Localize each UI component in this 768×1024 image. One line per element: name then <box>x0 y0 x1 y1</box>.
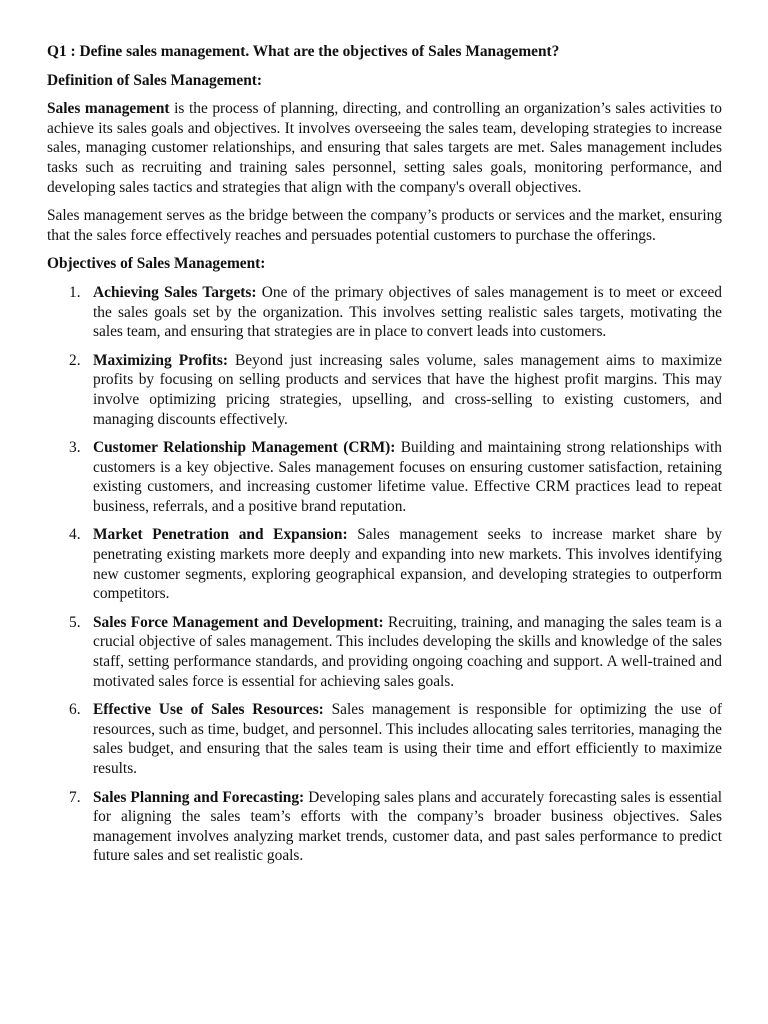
objective-text: Sales management is responsible for optimizing the use of resources, such as time, budget, and personnel. This includes allocating sales territories, managing the sales budget, and ensuring that the sales team is using their time and effort efficiently to maximize results. <box>93 701 722 777</box>
objective-title: Market Penetration and Expansion: <box>93 526 348 544</box>
objective-item <box>47 613 722 691</box>
definition-heading: Definition of Sales Management: <box>47 71 263 89</box>
objective-number: 6. <box>69 701 81 719</box>
objectives-list <box>47 283 722 866</box>
objective-title: Maximizing Profits: <box>93 351 228 369</box>
objective-text: Developing sales plans and accurately forecasting sales is essential for aligning the sales team’s efforts with the company’s broader business objectives. Sales management involves analyzing market trends, customer data, and past sales performance to predict future sales and set realistic goals. <box>93 788 722 865</box>
objective-title: Effective Use of Sales Resources: <box>93 701 324 719</box>
question-heading: Q1 : Define sales management. What are the objectives of Sales Management? <box>47 43 560 60</box>
objective-item <box>47 351 722 429</box>
objective-title: Customer Relationship Management (CRM): <box>93 439 396 457</box>
objective-title: Sales Planning and Forecasting: <box>93 788 305 806</box>
objective-text: Recruiting, training, and managing the sales team is a crucial objective of sales management. This includes developing the skills and knowledge of the sales staff, setting performance standards, and providing ongoing coaching and support. A well-trained and motivated sales force is essential for achieving sales goals. <box>93 613 722 690</box>
objective-text: One of the primary objectives of sales management is to meet or exceed the sales goals set by the organization. This involves setting realistic sales targets, motivating the sales team, and ensuring that strategies are in place to convert leads into customers. <box>93 283 722 341</box>
definition-text: is the process of planning, directing, and controlling an organization’s sales activities to achieve its sales goals and objectives. It involves overseeing the sales team, developing strategies to increase sales, managing customer relationships, and ensuring that sales targets are met. Sales management includes tasks such as recruiting and training sales personnel, setting sales goals, monitoring performance, and developing sales tactics and strategies that align with the company's overall objectives. <box>47 100 722 196</box>
objective-number: 1. <box>69 283 81 301</box>
objective-item <box>47 525 722 603</box>
objective-text: Building and maintaining strong relationships with customers is a key objective. Sales management focuses on ensuring customer satisfaction, retaining existing customers, and increasing customer lifetime value. Effective CRM practices lead to repeat business, referrals, and a positive brand reputation. <box>93 439 722 515</box>
objective-title: Sales Force Management and Development: <box>93 613 384 631</box>
definition-term: Sales management <box>47 100 170 118</box>
objective-number: 2. <box>69 351 81 369</box>
objective-item <box>47 283 722 342</box>
objective-title: Achieving Sales Targets: <box>93 283 257 301</box>
objective-text: Sales management seeks to increase market share by penetrating existing markets more deeply and expanding into new markets. This involves identifying new customer segments, exploring geographical expansion, and developing strategies to outperform competitors. <box>93 526 722 603</box>
objective-item <box>47 788 722 866</box>
definition-paragraph <box>47 99 722 197</box>
objective-number: 4. <box>69 526 81 544</box>
document-page <box>47 42 722 875</box>
objective-number: 3. <box>69 439 81 457</box>
objective-item <box>47 438 722 516</box>
objectives-heading: Objectives of Sales Management: <box>47 255 266 273</box>
objective-number: 5. <box>69 613 81 631</box>
objective-number: 7. <box>69 788 81 806</box>
bridge-paragraph: Sales management serves as the bridge between the company’s products or services and the market, ensuring that the sales force effectively reaches and persuades potential customers to purchase the offerings. <box>47 207 722 244</box>
objective-text: Beyond just increasing sales volume, sales management aims to maximize profits by focusing on selling products and services that have the highest profit margins. This may involve optimizing pricing strategies, upselling, and cross-selling to existing customers, and managing discounts effectively. <box>93 351 722 428</box>
objective-item <box>47 700 722 778</box>
